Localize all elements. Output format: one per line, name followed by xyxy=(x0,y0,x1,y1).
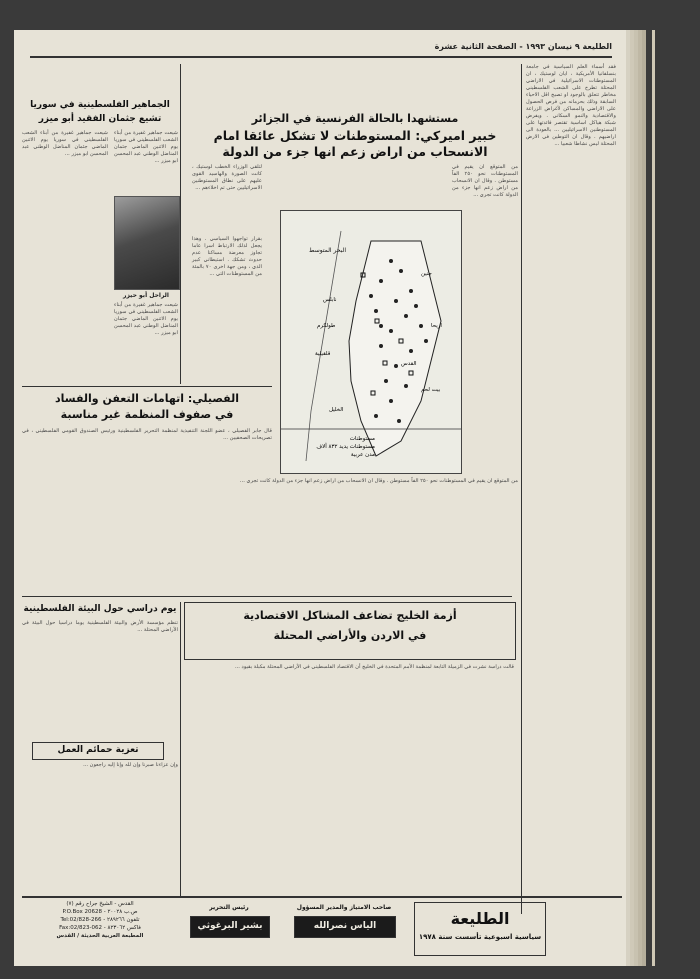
environment-text: تنظم مؤسسة الأرض والبيئة الفلسطينية يوما دراسيا حول البيئة في الأراضي المحتلة ... xyxy=(20,620,178,633)
address-block xyxy=(22,900,178,940)
map-label: بيت لحم xyxy=(421,387,441,393)
main-story-headline-line-1: خبير اميركي: المستوطنات لا تشكل عائقا امام xyxy=(213,128,497,143)
column-divider xyxy=(521,64,522,914)
syria-text-continued: شيعت جماهير غفيرة من أبناء الشعب الفلسطيني في سوريا يوم الاثنين الماضي جثمان المناضل الوطني عبد المحسن ابو ميزر ... xyxy=(112,302,178,336)
masthead-box xyxy=(414,902,546,956)
right-column-text: فقد أسماء العلم السياسية في جامعة بنسلفانيا الأمريكية ، ايان لوستيك ، ان المستوطنات الاسرائيلية في الاراضي المحتلة تطرح على الشعب الفلسطيني مخاطر تتعلق بالوجود او تصبح اقل الاحياء السابقة وذلك بحرمانه من فرص الحصول على الاراضي والمساكن لأغراض الزراعة والاقتصادية والنمو السكاني . ويفرض شبكة هياكل اساسية تقتصر فائدتها على المستوطنين الاسرائيليين ... بالعودة الى اراضيهم . وقال ان التوطين في الارض المحتلة ليس نشاطا شعبيا ... xyxy=(524,64,616,147)
map-legend-item: مستوطنات يديد ٨٣٢ آلاف xyxy=(316,444,375,450)
map-label: القدس xyxy=(401,361,417,367)
settlements-map xyxy=(280,210,462,474)
masthead-name: الطليعة xyxy=(450,909,510,928)
page-edge xyxy=(630,30,633,966)
photo-caption: الراحل أبو حيزر xyxy=(123,292,169,299)
column-divider xyxy=(180,64,181,384)
map-legend-item: مستوطنات xyxy=(349,436,375,442)
address-line: القدس - الشيخ جراح رقم (٧) xyxy=(66,901,134,907)
map-label: الخليل xyxy=(329,407,344,413)
syria-headline-line-2: تشيع جثمان الفقيد أبو ميزر xyxy=(38,114,162,124)
accusation-headline-line-1: الفصيلي: اتهامات التعفن والفساد xyxy=(55,392,239,405)
map-label: قلقيلية xyxy=(315,351,331,357)
editor-label: رئيس التحرير xyxy=(209,904,249,911)
syria-text-intro: شيعت جماهير غفيرة من أبناء الشعب الفلسطيني في سوريا يوم الاثنين الماضي جثمان المناضل الوطني عبد المحسن ابو ميزر ... xyxy=(112,130,178,164)
main-story-kicker: مستشهدا بالحالة الفرنسية في الجزائر xyxy=(251,112,459,125)
condolence-text: وإن عزاءنا صبرنا وإن لله وإنا إليه راجعون ... xyxy=(83,762,178,768)
editor-name: بشير البرغوثي xyxy=(197,921,263,931)
syria-headline-line-1: الجماهير الفلسطينية في سوريا xyxy=(30,100,170,110)
main-story-column-1: من المتوقع ان يقيم في المستوطنات نحو ٢٥٠ الفاً مستوطن . وقال ان الانسحاب من اراض زعم انها جزء من الدولة كانت تجري ... xyxy=(450,164,518,198)
gulf-headline-line-1: أزمة الخليج تضاعف المشاكل الاقتصادية xyxy=(243,609,457,622)
gulf-headline-box xyxy=(184,602,516,660)
map-legend xyxy=(285,435,375,459)
main-story-column-2: لتلقي الوزراء الخطب لوستيك ، كانت الصورة والهاسيد القوى عليهم على نطاق المستوطنين الاسرائيليين حتى تم اخلاءهم ... xyxy=(190,164,262,191)
map-label-sea: البحر المتوسط xyxy=(309,247,346,254)
address-line: فاكس ٨٢٣٠٦٢ - Fax:02/823-062 xyxy=(59,925,141,931)
map-label: طولكرم xyxy=(317,323,336,329)
map-label: اريحا xyxy=(431,323,442,329)
section-divider xyxy=(22,596,512,597)
main-story-column-3: بقرار تواجهوا السياسي . وهذا يجعل لذلك الارتباط اسرا عاما تجاوز معرضة مساكنا عدم حدوث تشكك . استيطاني كبير الذي ، ومن جهة اخرى ٧٠ بالمئة من المستوطنات التي ... xyxy=(190,236,262,277)
address-line: تلفون ٢٨٩٢٦٦ - Tel:02/828-266 xyxy=(60,917,140,923)
column-divider xyxy=(180,602,181,898)
main-story-continuation: من المتوقع ان يقيم في المستوطنات نحو ٢٥٠ الفاً مستوطن . وقال ان الانسحاب من اراض زعم انها جزء من الدولة كانت تجري ... xyxy=(239,478,518,484)
gulf-text: قالت دراسة نشرت في الزميلة التابعة لمنظمة الأمم المتحدة في الخليج أن الاقتصاد الفلسطيني في الأراضي المحتلة مكبلة بقيود ... xyxy=(234,664,514,670)
publisher-name: الياس نصرالله xyxy=(313,921,377,931)
publisher-label: صاحب الامتياز والمدير المسؤول xyxy=(296,904,392,911)
address-line: المطبعة العربية الحديثة / القدس xyxy=(56,933,144,939)
map-legend-item: مدن عربية xyxy=(350,452,375,458)
publisher-name-box xyxy=(294,916,396,938)
condolence-headline-box xyxy=(32,742,164,760)
footer-rule xyxy=(22,896,622,898)
gulf-headline-line-2: في الاردن والأراضي المحتلة xyxy=(273,629,427,642)
page-edge xyxy=(640,30,643,966)
environment-headline: يوم دراسي حول البيئة الفلسطينية xyxy=(23,604,177,614)
syria-text: شيعت جماهير غفيرة من أبناء الشعب الفلسطيني في سوريا يوم الاثنين الماضي جثمان المناضل الوطني عبد المحسن ابو ميزر ... xyxy=(20,130,108,157)
page-folio: الطليعة ٩ نيسان ١٩٩٣ - الصفحة الثانية عشرة xyxy=(30,42,612,58)
newspaper-page xyxy=(14,30,626,966)
section-divider xyxy=(22,386,272,387)
map-label: جنين xyxy=(421,271,432,277)
masthead-tagline: سياسية اسبوعية تأسست سنة ١٩٧٨ xyxy=(418,933,542,941)
accusation-headline-line-2: في صفوف المنظمة غير مناسبة xyxy=(60,408,234,421)
condolence-headline: تعزية حمائم العمل xyxy=(57,745,139,755)
page-edge xyxy=(652,30,655,966)
address-line: ص.ب ٢٠٠٢٨ - P.O.Box 20628 xyxy=(62,909,138,915)
main-story-headline-line-2: الانسحاب من اراض زعم انها جزء من الدولة xyxy=(222,144,488,159)
map-label: نابلس xyxy=(323,297,337,303)
accusation-text: قال جابر الفصيلي ، عضو اللجنة التنفيذية لمنظمة التحرير الفلسطينية ورئيس الصندوق القومي الفلسطيني ، في تصريحات الصحفيين ... xyxy=(20,428,272,441)
editor-name-box xyxy=(190,916,270,938)
portrait-photo xyxy=(114,196,180,290)
